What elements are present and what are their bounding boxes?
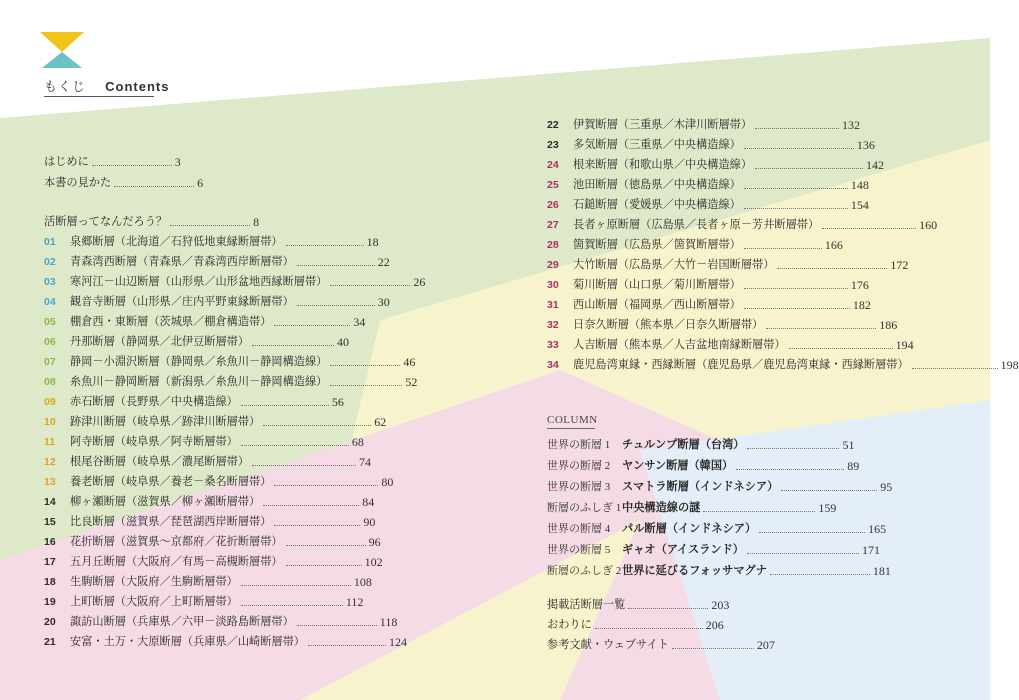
leader-dots — [628, 607, 708, 609]
page-number: 84 — [362, 495, 375, 509]
entry-label: おわりに — [547, 619, 592, 631]
chapter-number: 26 — [547, 199, 559, 211]
toc-intro-entry[interactable] — [44, 153, 181, 171]
toc-entry[interactable] — [547, 156, 884, 174]
leader-dots — [766, 327, 876, 329]
column-subheading: 世界の断層 5 — [547, 544, 611, 556]
entry-label: 柳ヶ瀬断層（滋賀県／柳ヶ瀬断層帯） — [70, 495, 261, 508]
leader-dots — [330, 384, 402, 386]
leader-dots — [241, 604, 343, 606]
leader-dots — [672, 647, 754, 649]
leader-dots — [770, 573, 870, 575]
chapter-number: 29 — [547, 259, 559, 271]
toc-entry[interactable] — [44, 333, 349, 351]
column-subheading: 世界の断層 1 — [547, 439, 611, 451]
page-title — [44, 76, 170, 95]
column-entry[interactable] — [547, 520, 886, 538]
toc-intro-entry[interactable] — [44, 174, 203, 192]
page-number: 182 — [852, 298, 871, 312]
leader-dots — [286, 564, 362, 566]
page-number: 136 — [856, 138, 875, 152]
page-number: 3 — [174, 155, 181, 169]
leader-dots — [755, 127, 839, 129]
leader-dots — [912, 367, 998, 369]
page-number: 118 — [379, 615, 398, 629]
chapter-number: 24 — [547, 159, 559, 171]
toc-entry[interactable] — [547, 196, 869, 214]
page-number: 172 — [890, 258, 909, 272]
chapter-number: 25 — [547, 179, 559, 191]
chapter-number: 28 — [547, 239, 559, 251]
leader-dots — [252, 344, 334, 346]
page-number: 30 — [377, 295, 390, 309]
page-number: 102 — [364, 555, 383, 569]
column-entry[interactable] — [547, 499, 836, 517]
leader-dots — [755, 167, 863, 169]
page-number: 68 — [351, 435, 364, 449]
page-number: 80 — [381, 475, 394, 489]
toc-entry[interactable] — [44, 513, 375, 531]
entry-label: 静岡－小淵沢断層（静岡県／糸魚川－静岡構造線） — [70, 355, 328, 368]
page-number: 160 — [919, 218, 938, 232]
page-number: 186 — [879, 318, 898, 332]
page-number: 46 — [403, 355, 416, 369]
entry-label: 青森湾西断層（青森県／青森湾西岸断層帯） — [70, 255, 294, 268]
chapter-number: 30 — [547, 279, 559, 291]
chapter-number: 16 — [44, 536, 56, 548]
entry-label: 棚倉西・東断層（茨城県／棚倉構造帯） — [70, 315, 272, 328]
leader-dots — [744, 147, 854, 149]
toc-entry[interactable] — [547, 236, 843, 254]
page-number: 95 — [880, 480, 893, 494]
leader-dots — [703, 510, 815, 512]
back-matter-entry[interactable] — [547, 636, 775, 654]
chapter-number: 11 — [44, 436, 56, 448]
chapter-number: 04 — [44, 296, 56, 308]
title-ja: もくじ — [44, 80, 87, 95]
chapter-number: 22 — [547, 119, 559, 131]
chapter-number: 14 — [44, 496, 56, 508]
toc-entry[interactable] — [44, 393, 344, 411]
toc-entry[interactable] — [44, 493, 374, 511]
toc-entry[interactable] — [547, 276, 869, 294]
toc-entry[interactable] — [44, 613, 397, 631]
page-number: 6 — [197, 176, 204, 190]
entry-label: 根来断層（和歌山県／中央構造線） — [573, 158, 753, 171]
entry-label: 安富・土万・大原断層（兵庫県／山崎断層帯） — [70, 635, 305, 648]
entry-label: 赤石断層（長野県／中央構造線） — [70, 395, 238, 408]
chapter-number: 01 — [44, 236, 56, 248]
leader-dots — [308, 644, 386, 646]
entry-label: 箇賀断層（広島県／箇賀断層帯） — [573, 238, 741, 251]
toc-entry[interactable] — [44, 413, 386, 431]
entry-label: 養老断層（岐阜県／養老－桑名断層帯） — [70, 475, 272, 488]
logo-teal-triangle — [42, 52, 82, 68]
entry-label: 鹿児島湾東縁・西縁断層（鹿児島県／鹿児島湾東縁・西縁断層帯） — [573, 358, 909, 371]
entry-label: 菊川断層（山口県／菊川断層帯） — [573, 278, 741, 291]
page-number: 176 — [850, 278, 869, 292]
leader-dots — [263, 504, 359, 506]
column-subheading: 世界の断層 3 — [547, 481, 611, 493]
leader-dots — [330, 364, 400, 366]
toc-entry[interactable] — [44, 233, 379, 251]
page-number: 154 — [850, 198, 869, 212]
entry-label: ギャオ（アイスランド） — [622, 543, 744, 556]
entry-label: チュルンプ断層（台湾） — [622, 438, 745, 451]
entry-label: 阿寺断層（岐阜県／阿寺断層帯） — [70, 435, 238, 448]
toc-entry[interactable] — [44, 353, 415, 371]
chapter-number: 32 — [547, 319, 559, 331]
page-number: 159 — [818, 501, 837, 515]
page-number: 8 — [253, 215, 260, 229]
entry-label: 泉郷断層（北海道／石狩低地東縁断層帯） — [70, 235, 283, 248]
entry-label: 中央構造線の謎 — [622, 501, 701, 514]
page-number: 112 — [345, 595, 364, 609]
leader-dots — [297, 624, 377, 626]
toc-entry[interactable] — [44, 313, 365, 331]
leader-dots — [286, 244, 364, 246]
chapter-number: 20 — [44, 616, 56, 628]
entry-label: 参考文献・ウェブサイト — [547, 639, 669, 651]
page-number: 18 — [366, 235, 379, 249]
page-number: 89 — [847, 459, 860, 473]
chapter-number: 21 — [44, 636, 56, 648]
column-entry[interactable] — [547, 478, 892, 496]
leader-dots — [744, 207, 848, 209]
page-number: 62 — [374, 415, 387, 429]
toc-entry[interactable] — [547, 296, 871, 314]
leader-dots — [170, 224, 250, 226]
entry-label: 伊賀断層（三重県／木津川断層帯） — [573, 118, 753, 131]
entry-label: 上町断層（大阪府／上町断層帯） — [70, 595, 238, 608]
page-number: 171 — [861, 543, 880, 557]
toc-entry[interactable] — [44, 473, 393, 491]
toc-entry[interactable] — [44, 253, 390, 271]
toc-entry[interactable] — [44, 573, 372, 591]
entry-label: 花折断層（滋賀県～京都府／花折断層帯） — [70, 535, 283, 548]
chapter-number: 03 — [44, 276, 56, 288]
page-number: 52 — [405, 375, 418, 389]
toc-entry[interactable] — [547, 356, 1019, 374]
chapter-number: 02 — [44, 256, 56, 268]
leader-dots — [759, 531, 865, 533]
entry-label: 人吉断層（熊本県／人吉盆地南縁断層帯） — [573, 338, 786, 351]
column-entry[interactable] — [547, 436, 854, 454]
entry-label: 池田断層（徳島県／中央構造線） — [573, 178, 741, 191]
logo-yellow-triangle — [40, 32, 84, 52]
entry-label: 多気断層（三重県／中央構造線） — [573, 138, 741, 151]
chapter-number: 06 — [44, 336, 56, 348]
title-en: Contents — [105, 79, 170, 94]
page-number: 51 — [842, 438, 855, 452]
leader-dots — [744, 247, 822, 249]
toc-entry[interactable] — [547, 176, 869, 194]
page-number: 203 — [711, 598, 730, 612]
chapter-number: 31 — [547, 299, 559, 311]
chapter-number: 15 — [44, 516, 56, 528]
chapter-number: 07 — [44, 356, 56, 368]
leader-dots — [92, 164, 172, 166]
entry-label: 掲載活断層一覧 — [547, 599, 626, 611]
leader-dots — [822, 227, 916, 229]
leader-dots — [274, 484, 378, 486]
column-subheading: 断層のふしぎ 1 — [547, 502, 622, 514]
leader-dots — [744, 187, 848, 189]
leader-dots — [114, 185, 194, 187]
entry-label: スマトラ断層（インドネシア） — [622, 480, 779, 493]
chapter-number: 34 — [547, 359, 559, 371]
entry-label: 生駒断層（大阪府／生駒断層帯） — [70, 575, 238, 588]
entry-label: 長者ヶ原断層（広島県／長者ヶ原－芳井断層帯） — [573, 218, 820, 231]
leader-dots — [736, 468, 844, 470]
back-matter-entry[interactable] — [547, 596, 729, 614]
toc-entry[interactable] — [547, 336, 914, 354]
column-entry[interactable] — [547, 457, 859, 475]
page-number: 165 — [868, 522, 887, 536]
leader-dots — [274, 324, 350, 326]
entry-label: 本書の見かた — [44, 177, 112, 189]
page-number: 142 — [866, 158, 885, 172]
entry-label: 糸魚川－静岡断層（新潟県／糸魚川－静岡構造線） — [70, 375, 328, 388]
entry-label: 活断層ってなんだろう？ — [44, 216, 168, 228]
column-heading-underline — [547, 428, 595, 429]
page-number: 207 — [756, 638, 775, 652]
back-matter-entry[interactable] — [547, 616, 724, 634]
chapter-number: 17 — [44, 556, 56, 568]
entry-label: 寒河江－山辺断層（山形県／山形盆地西縁断層帯） — [70, 275, 328, 288]
entry-label: 五月丘断層（大阪府／有馬－高槻断層帯） — [70, 555, 283, 568]
page-number: 181 — [872, 564, 891, 578]
toc-entry[interactable] — [44, 293, 390, 311]
leader-dots — [252, 464, 356, 466]
chapter-number: 18 — [44, 576, 56, 588]
leader-dots — [747, 447, 839, 449]
toc-entry[interactable] — [44, 553, 383, 571]
leader-dots — [286, 544, 366, 546]
toc-entry[interactable] — [547, 136, 875, 154]
page-number: 108 — [353, 575, 372, 589]
chapter-number: 13 — [44, 476, 56, 488]
page-number: 206 — [705, 618, 724, 632]
chapter-number: 19 — [44, 596, 56, 608]
chapter-number: 05 — [44, 316, 56, 328]
page-number: 198 — [1000, 358, 1019, 372]
leader-dots — [781, 489, 877, 491]
toc-entry[interactable] — [547, 216, 937, 234]
leader-dots — [744, 307, 850, 309]
title-underline — [44, 96, 154, 97]
toc-entry[interactable] — [44, 533, 381, 551]
toc-entry[interactable] — [547, 316, 897, 334]
toc-entry[interactable] — [547, 256, 908, 274]
column-subheading: 世界の断層 2 — [547, 460, 611, 472]
leader-dots — [263, 424, 371, 426]
toc-entry[interactable] — [547, 116, 860, 134]
chapter-number: 23 — [547, 139, 559, 151]
column-subheading: 断層のふしぎ 2 — [547, 565, 622, 577]
chapter-number: 12 — [44, 456, 56, 468]
page-number: 26 — [413, 275, 426, 289]
page-number: 148 — [850, 178, 869, 192]
leader-dots — [297, 264, 375, 266]
entry-label: 石鎚断層（愛媛県／中央構造線） — [573, 198, 741, 211]
toc-entry[interactable] — [44, 453, 371, 471]
page-number: 96 — [368, 535, 381, 549]
toc-section-entry[interactable] — [44, 213, 259, 231]
entry-label: 日奈久断層（熊本県／日奈久断層帯） — [573, 318, 764, 331]
entry-label: はじめに — [44, 156, 89, 168]
page-number: 74 — [359, 455, 372, 469]
chapter-number: 08 — [44, 376, 56, 388]
leader-dots — [595, 627, 703, 629]
leader-dots — [241, 584, 351, 586]
page-number: 34 — [353, 315, 366, 329]
page-number: 40 — [337, 335, 350, 349]
entry-label: 丹那断層（静岡県／北伊豆断層帯） — [70, 335, 250, 348]
page-number: 90 — [363, 515, 376, 529]
page-number: 22 — [377, 255, 390, 269]
chapter-number: 09 — [44, 396, 56, 408]
column-subheading: 世界の断層 4 — [547, 523, 611, 535]
logo-triangles-icon — [40, 30, 86, 70]
page-number: 132 — [842, 118, 861, 132]
entry-label: 跡津川断層（岐阜県／跡津川断層帯） — [70, 415, 261, 428]
entry-label: ヤンサン断層（韓国） — [622, 459, 734, 472]
column-entry[interactable] — [547, 562, 891, 580]
toc-entry[interactable] — [44, 593, 363, 611]
entry-label: 根尾谷断層（岐阜県／濃尾断層帯） — [70, 455, 250, 468]
leader-dots — [241, 444, 349, 446]
page-number: 194 — [895, 338, 914, 352]
chapter-number: 10 — [44, 416, 56, 428]
leader-dots — [777, 267, 887, 269]
entry-label: 大竹断層（広島県／大竹－岩国断層帯） — [573, 258, 775, 271]
toc-entry[interactable] — [44, 433, 364, 451]
chapter-number: 33 — [547, 339, 559, 351]
column-heading: COLUMN — [547, 414, 598, 426]
leader-dots — [789, 347, 893, 349]
chapter-number: 27 — [547, 219, 559, 231]
toc-entry[interactable] — [44, 633, 407, 651]
page-number: 166 — [824, 238, 843, 252]
leader-dots — [330, 284, 410, 286]
entry-label: 世界に延びるフォッサマグナ — [622, 564, 767, 577]
entry-label: 西山断層（福岡県／西山断層帯） — [573, 298, 741, 311]
page-number: 56 — [331, 395, 344, 409]
leader-dots — [747, 552, 859, 554]
toc-entry[interactable] — [44, 273, 425, 291]
column-entry[interactable] — [547, 541, 880, 559]
entry-label: 諏訪山断層（兵庫県／六甲－淡路島断層帯） — [70, 615, 294, 628]
toc-entry[interactable] — [44, 373, 417, 391]
entry-label: 比良断層（滋賀県／琵琶湖西岸断層帯） — [70, 515, 272, 528]
entry-label: 観音寺断層（山形県／庄内平野東縁断層帯） — [70, 295, 294, 308]
leader-dots — [241, 404, 329, 406]
leader-dots — [274, 524, 360, 526]
leader-dots — [744, 287, 848, 289]
entry-label: パル断層（インドネシア） — [622, 522, 757, 535]
page-number: 124 — [388, 635, 407, 649]
leader-dots — [297, 304, 375, 306]
